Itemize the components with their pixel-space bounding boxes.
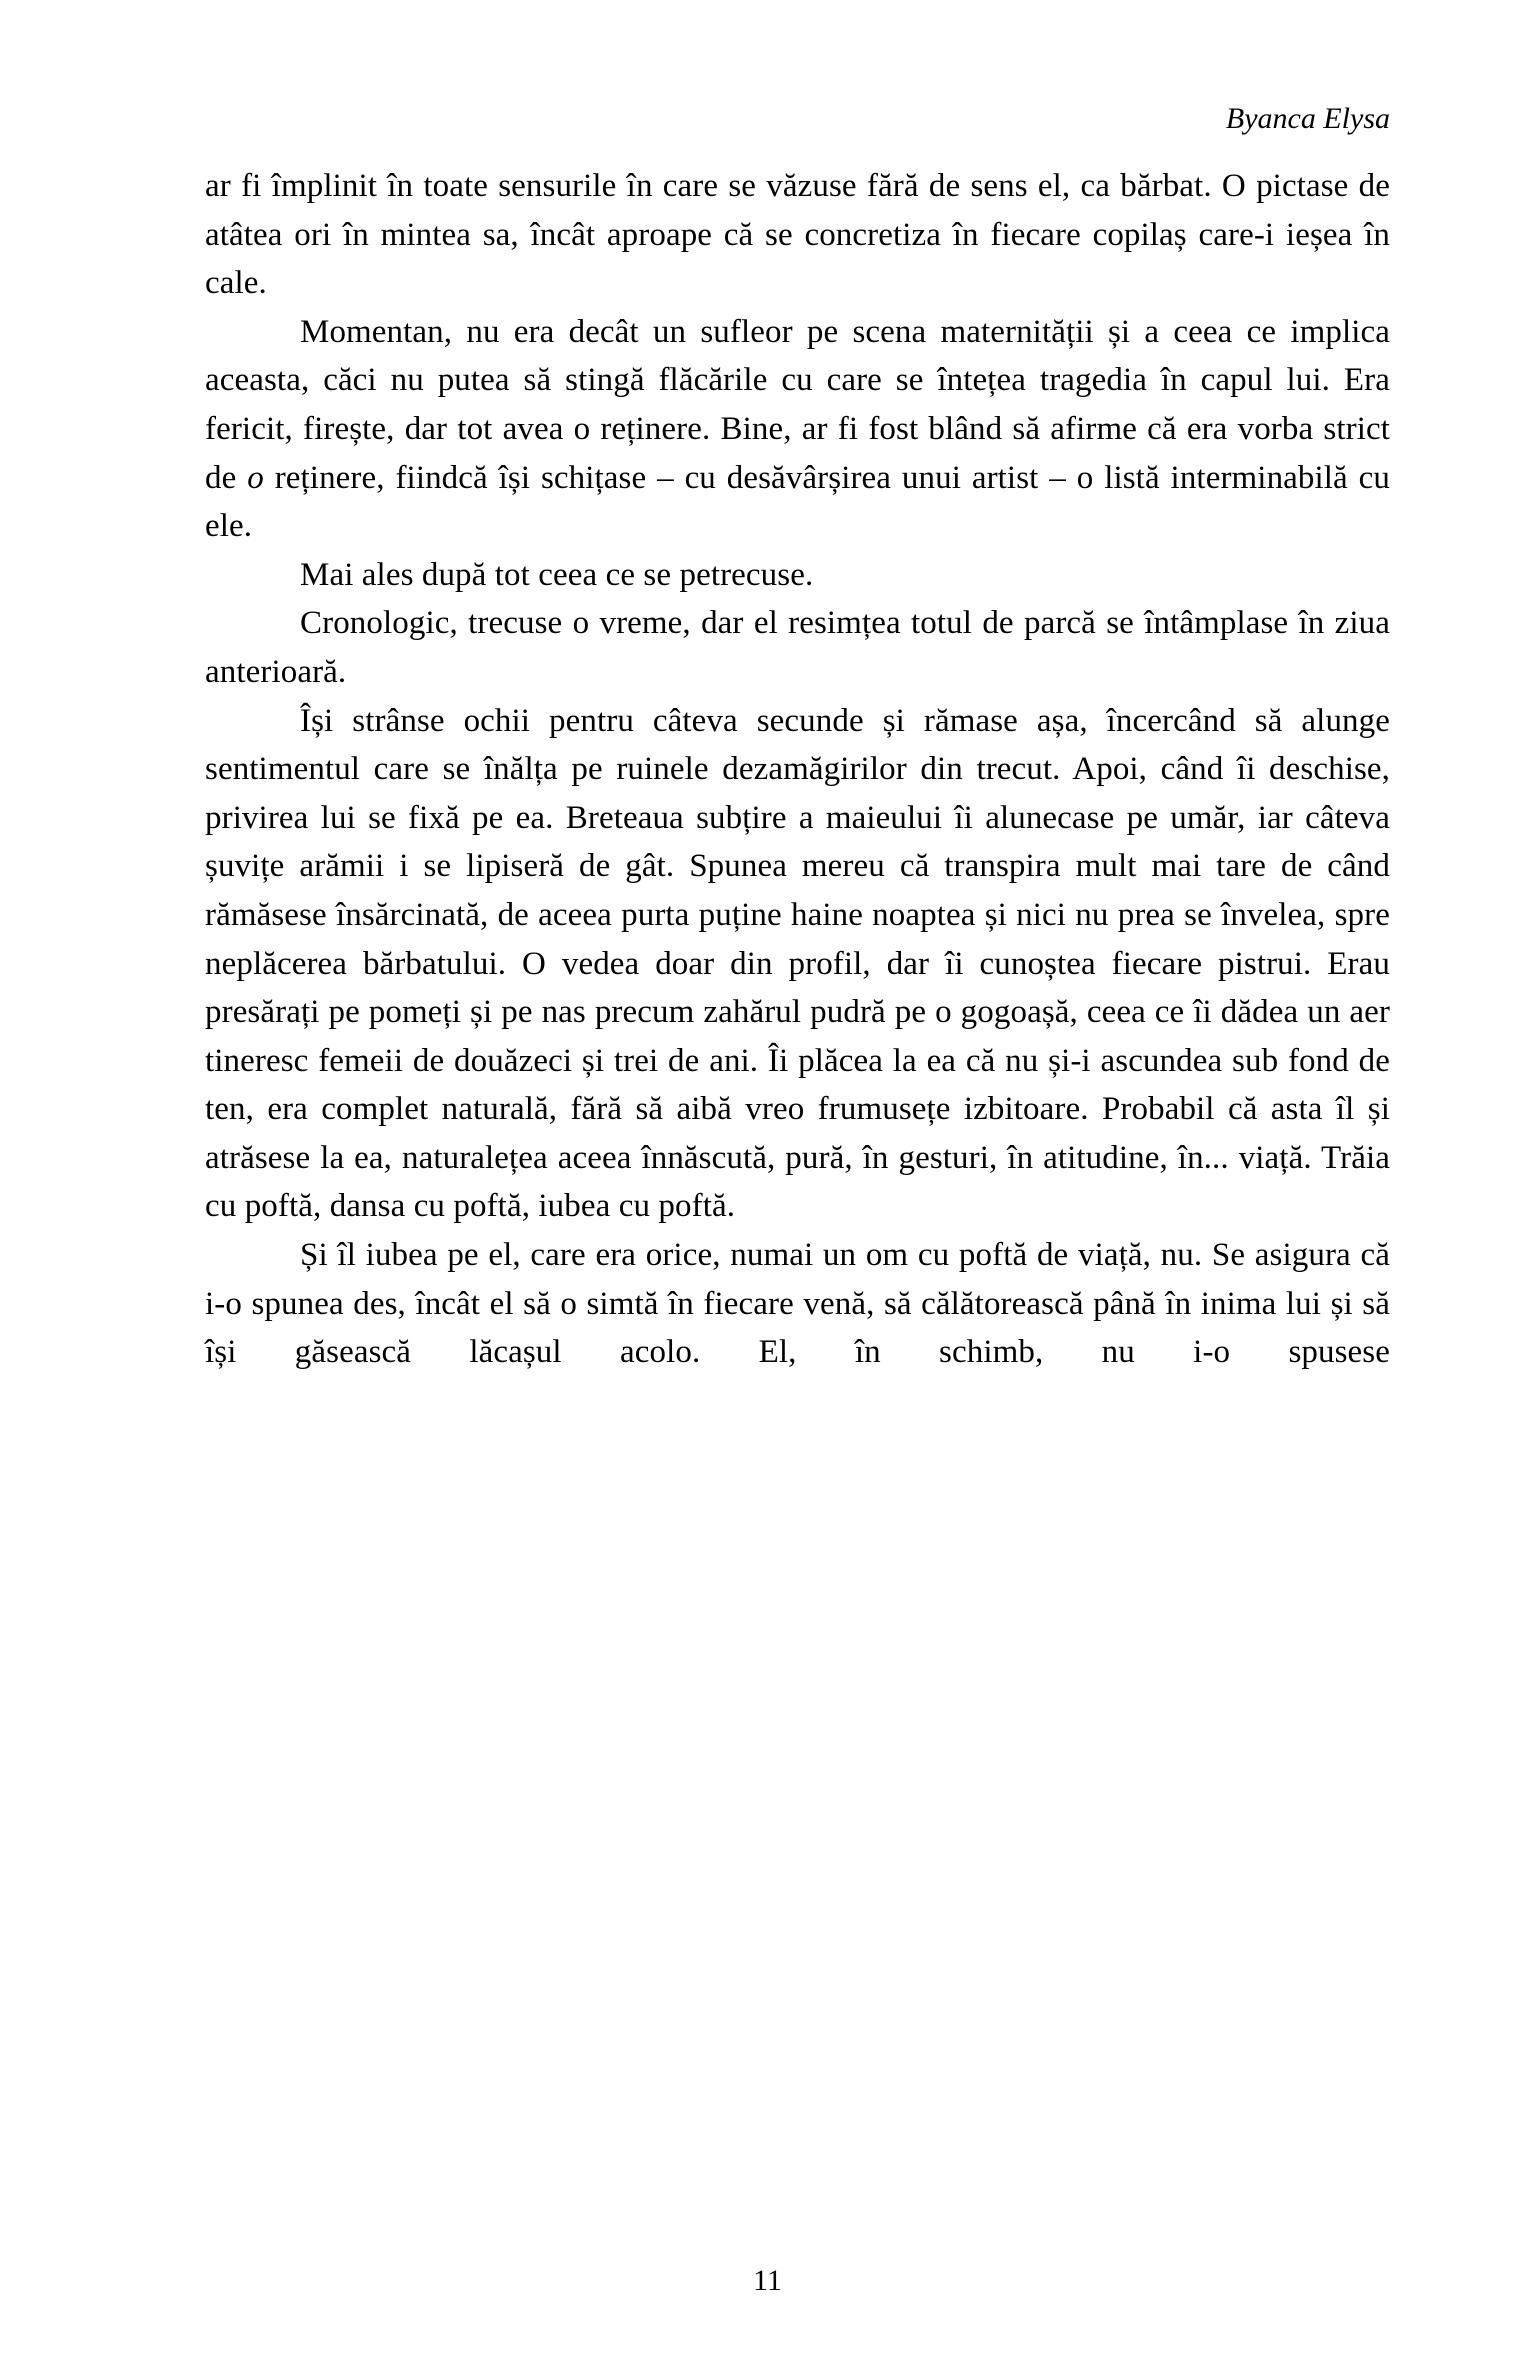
emphasized-text: o (247, 459, 264, 496)
paragraph-text: Cronologic, trecuse o vreme, dar el resimțea totul de parcă se întâmplase în ziua anterioară. (205, 605, 1390, 690)
paragraph-text: Își strânse ochii pentru câteva secunde și rămase așa, încercând să alunge sentimentul care se înălța pe ruinele dezamăgirilor din trecut. Apoi, când îi deschise, privirea lui se fixă pe ea. Breteaua subțire a maieului îi alunecase pe umăr, iar câteva șuvițe arămii i se lipiseră de gât. Spunea mereu că transpira mult mai tare de când rămăsese însărcinată, de aceea purta puține haine noaptea și nici nu prea se învelea, spre neplăcerea bărbatului. O vedea doar din profil, dar îi cunoștea fiecare pistrui. Erau presărați pe pomeți și pe nas precum zahărul pudră pe o gogoașă, ceea ce îi dădea un aer tineresc femeii de douăzeci și trei de ani. Îi plăcea la ea că nu și-i ascundea sub fond de ten, era complet naturală, fără să aibă vreo frumusețe izbitoare. Probabil că asta îl și atrăsese la ea, naturalețea aceea înnăscută, pură, în gesturi, în atitudine, în... viață. Trăia cu poftă, dansa cu poftă, iubea cu poftă. (205, 702, 1390, 1225)
paragraph-text: Și îl iubea pe el, care era orice, numai un om cu poftă de viață, nu. Se asigura că i-o spunea des, încât el să o simtă în fiecare venă, să călătorească până în inima lui și să își găsească lăcașul acolo. El, în schimb, nu i-o spusese (205, 1237, 1390, 1371)
paragraph (205, 308, 1390, 551)
page-body (205, 162, 1390, 1377)
paragraph-text: Momentan, nu era decât un sufleor pe scena maternității și a ceea ce implica aceasta, căci nu putea să stingă flăcările cu care se întețea tragedia în capul lui. Era fericit, firește, dar tot avea o reținere. Bine, ar fi fost blând să afirme că era vorba strict de (205, 313, 1390, 496)
paragraph (205, 697, 1390, 1232)
paragraph-text: reținere, fiindcă își schițase – cu desăvârșirea unui artist – o listă interminabilă cu ele. (205, 459, 1391, 545)
page-number: 11 (753, 2264, 782, 2297)
paragraph (205, 1231, 1390, 1377)
running-header-author: Byanca Elysa (1225, 102, 1390, 135)
paragraph-text: Mai ales după tot ceea ce se petrecuse. (300, 556, 814, 593)
paragraph (205, 551, 1390, 600)
paragraph (205, 599, 1390, 696)
paragraph (205, 162, 1390, 308)
paragraph-text: ar fi împlinit în toate sensurile în care se văzuse fără de sens el, ca bărbat. O pictase de atâtea ori în mintea sa, încât aproape că se concretiza în fiecare copilaș care-i ieșea în cale. (205, 168, 1390, 302)
